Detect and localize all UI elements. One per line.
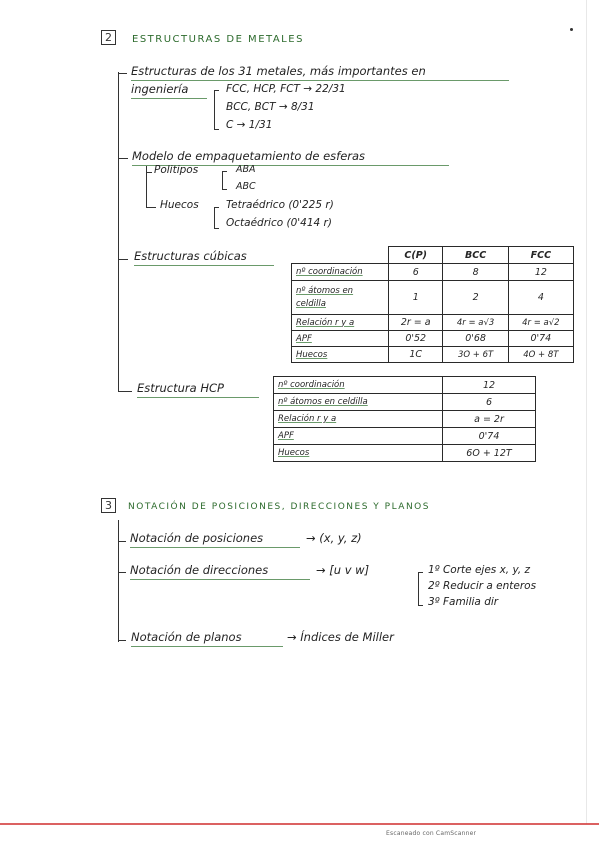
s3-item-2-underline <box>130 579 310 580</box>
row-label: Huecos <box>292 347 389 363</box>
item-1-sub-2: BCC, BCT → 8/31 <box>226 101 315 113</box>
item-1-underline <box>131 80 509 81</box>
row-label: Relación r y a <box>292 315 389 331</box>
col-header-fcc: FCC <box>508 247 573 264</box>
hcp-table <box>273 376 536 462</box>
section-2-number: 2 <box>101 30 116 45</box>
section-3-tree-line <box>118 520 119 642</box>
s3-step-3: 3º Familia dir <box>428 596 499 608</box>
s3-item-1-underline <box>130 547 300 548</box>
cell: 0'74 <box>443 428 536 445</box>
row-label: APF <box>274 428 443 445</box>
huecos-brace <box>214 207 219 229</box>
s3-item-1-bullet <box>118 541 126 542</box>
item-1-line1: Estructuras de los 31 metales, más importantes en <box>131 64 426 78</box>
cell: 4r = a√3 <box>443 315 508 331</box>
table-row <box>292 281 574 315</box>
table-row <box>292 264 574 281</box>
cell: a = 2r <box>443 411 536 428</box>
huecos-bullet <box>146 207 156 208</box>
cell: 1C <box>389 347 443 363</box>
item-4-title: Estructura HCP <box>137 381 224 395</box>
cell: 0'52 <box>389 331 443 347</box>
section-2-title: ESTRUCTURAS DE METALES <box>132 34 304 45</box>
page-edge <box>586 0 587 824</box>
s3-item-1-rest: → (x, y, z) <box>306 531 362 545</box>
table-corner <box>292 247 389 264</box>
s3-step-2: 2º Reducir a enteros <box>428 580 537 592</box>
item-3-title: Estructuras cúbicas <box>134 249 247 263</box>
row-label: nº coordinación <box>292 264 389 281</box>
item-2-title: Modelo de empaquetamiento de esferas <box>132 149 366 163</box>
table-row <box>274 377 536 394</box>
item-4-underline <box>137 397 259 398</box>
s3-step-1: 1º Corte ejes x, y, z <box>428 564 531 576</box>
item-4-bullet <box>118 391 132 392</box>
politipos-label: Politipos <box>154 164 199 176</box>
table-row <box>292 315 574 331</box>
table-row <box>274 394 536 411</box>
huecos-label: Huecos <box>160 199 199 211</box>
table-row <box>292 347 574 363</box>
row-label: nº coordinación <box>274 377 443 394</box>
cell: 1 <box>389 281 443 315</box>
s3-item-3-title: Notación de planos <box>131 630 242 644</box>
ink-dot <box>570 28 573 31</box>
cell: 4r = a√2 <box>508 315 573 331</box>
cell: 12 <box>508 264 573 281</box>
s3-item-2-bullet <box>118 572 126 573</box>
page-bottom-line <box>0 823 599 825</box>
item-1-bullet <box>118 73 127 74</box>
row-label: Huecos <box>274 445 443 462</box>
section-3-title: NOTACIÓN DE POSICIONES, DIRECCIONES Y PLANOS <box>128 502 430 512</box>
table-row <box>274 445 536 462</box>
row-label: APF <box>292 331 389 347</box>
cubic-structures-table <box>291 246 574 363</box>
hueco-tetraedrico: Tetraédrico (0'225 r) <box>226 199 334 211</box>
row-label: nº átomos en celdilla <box>292 281 389 315</box>
cell: 6 <box>389 264 443 281</box>
item-1-brace <box>214 90 219 130</box>
cell: 6 <box>443 394 536 411</box>
cell: 2r = a <box>389 315 443 331</box>
item-1-sub-3: C → 1/31 <box>226 119 273 131</box>
s3-item-3-underline <box>131 646 283 647</box>
scanner-footer: Escaneado con CamScanner <box>386 830 477 837</box>
s3-item-2-rest: → [u v w] <box>316 563 370 577</box>
table-row <box>274 428 536 445</box>
s3-item-3-bullet <box>118 640 126 641</box>
cell: 2 <box>443 281 508 315</box>
s3-item-1-title: Notación de posiciones <box>130 531 264 545</box>
s3-item-3-rest: → Índices de Miller <box>287 630 394 644</box>
cell: 0'68 <box>443 331 508 347</box>
politipos-brace <box>222 171 227 190</box>
s3-item-2-brace <box>418 572 423 606</box>
cell: 3O + 6T <box>443 347 508 363</box>
cell: 8 <box>443 264 508 281</box>
item-1-line2: ingeniería <box>131 82 189 96</box>
cell: 0'74 <box>508 331 573 347</box>
row-label: Relación r y a <box>274 411 443 428</box>
item-3-underline <box>134 265 274 266</box>
politipos-aba: ABA <box>236 164 256 175</box>
politipos-bullet <box>146 172 152 173</box>
s3-item-2-title: Notación de direcciones <box>130 563 269 577</box>
cell: 12 <box>443 377 536 394</box>
hueco-octaedrico: Octaédrico (0'414 r) <box>226 217 332 229</box>
item-3-bullet <box>118 259 128 260</box>
section-3-number: 3 <box>101 498 116 513</box>
cell: 6O + 12T <box>443 445 536 462</box>
cell: 4 <box>508 281 573 315</box>
col-header-cp: C(P) <box>389 247 443 264</box>
table-row <box>274 411 536 428</box>
item-2-bullet <box>118 158 128 159</box>
item-1-underline-2 <box>131 98 207 99</box>
table-row <box>292 331 574 347</box>
section-2-tree-line <box>118 72 119 392</box>
politipos-abc: ABC <box>236 181 256 192</box>
row-label: nº átomos en celdilla <box>274 394 443 411</box>
cell: 4O + 8T <box>508 347 573 363</box>
item-1-sub-1: FCC, HCP, FCT → 22/31 <box>226 83 346 95</box>
col-header-bcc: BCC <box>443 247 508 264</box>
